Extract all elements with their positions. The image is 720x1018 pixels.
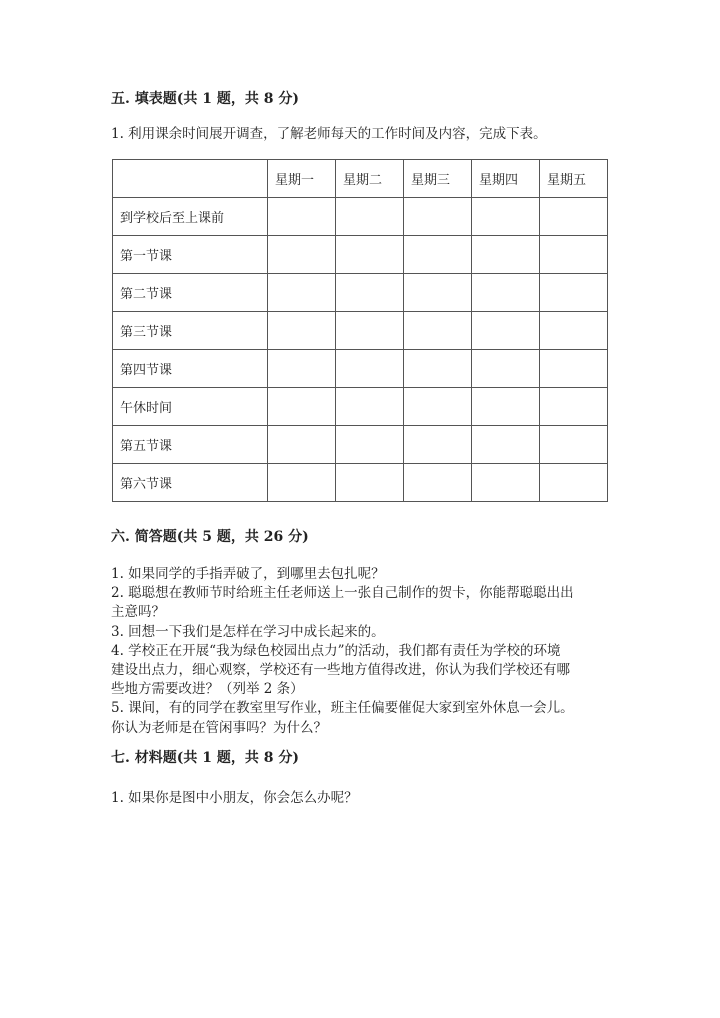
row-label: 第三节课	[113, 312, 268, 350]
row-label: 第一节课	[113, 236, 268, 274]
table-row	[113, 426, 608, 464]
blank-cell[interactable]	[404, 350, 472, 388]
table-row	[113, 198, 608, 236]
blank-cell[interactable]	[540, 198, 608, 236]
blank-cell[interactable]	[404, 274, 472, 312]
table-header-cell: 星期五	[540, 160, 608, 198]
question-line: 3. 回想一下我们是怎样在学习中成长起来的。	[111, 623, 385, 640]
section-7-question: 1. 如果你是图中小朋友，你会怎么办呢？	[111, 790, 358, 806]
question-line: 2. 聪聪想在教师节时给班主任老师送上一张自己制作的贺卡，你能帮聪聪出出	[111, 585, 574, 602]
blank-cell[interactable]	[404, 464, 472, 502]
table-row	[113, 350, 608, 388]
question-line: 你认为老师是在管闲事吗？为什么？	[111, 719, 327, 736]
question-line: 4. 学校正在开展“我为绿色校园出点力”的活动，我们都有责任为学校的环境	[111, 642, 561, 659]
table-row	[113, 312, 608, 350]
blank-cell[interactable]	[268, 312, 336, 350]
blank-cell[interactable]	[472, 274, 540, 312]
question-line: 建设出点力，细心观察，学校还有一些地方值得改进，你认为我们学校还有哪	[111, 662, 570, 678]
question-line: 些地方需要改进？（列举 2 条）	[111, 681, 304, 698]
row-label: 第四节课	[113, 350, 268, 388]
blank-cell[interactable]	[472, 388, 540, 426]
blank-cell[interactable]	[404, 236, 472, 274]
blank-cell[interactable]	[336, 236, 404, 274]
table-header-cell	[113, 160, 268, 198]
table-row	[113, 464, 608, 502]
blank-cell[interactable]	[268, 274, 336, 312]
table-header-cell: 星期三	[404, 160, 472, 198]
blank-cell[interactable]	[540, 274, 608, 312]
row-label: 午休时间	[113, 388, 268, 426]
blank-cell[interactable]	[336, 388, 404, 426]
blank-cell[interactable]	[404, 312, 472, 350]
blank-cell[interactable]	[404, 388, 472, 426]
blank-cell[interactable]	[540, 236, 608, 274]
blank-cell[interactable]	[336, 350, 404, 388]
table-row	[113, 388, 608, 426]
teacher-schedule-table	[112, 159, 608, 502]
blank-cell[interactable]	[268, 350, 336, 388]
blank-cell[interactable]	[268, 236, 336, 274]
blank-cell[interactable]	[540, 464, 608, 502]
question-line: 主意吗？	[111, 604, 165, 621]
row-label: 第六节课	[113, 464, 268, 502]
blank-cell[interactable]	[268, 426, 336, 464]
table-header-cell: 星期二	[336, 160, 404, 198]
question-line: 1. 如果同学的手指弄破了，到哪里去包扎呢？	[111, 566, 385, 582]
blank-cell[interactable]	[540, 426, 608, 464]
blank-cell[interactable]	[472, 426, 540, 464]
blank-cell[interactable]	[336, 464, 404, 502]
blank-cell[interactable]	[404, 426, 472, 464]
blank-cell[interactable]	[268, 388, 336, 426]
blank-cell[interactable]	[540, 312, 608, 350]
blank-cell[interactable]	[472, 464, 540, 502]
question-line: 5. 课间，有的同学在教室里写作业，班主任偏要催促大家到室外休息一会儿。	[111, 700, 574, 717]
blank-cell[interactable]	[336, 426, 404, 464]
blank-cell[interactable]	[336, 274, 404, 312]
section-6-title: 六. 简答题(共 5 题，共 26 分)	[111, 529, 309, 545]
section-7-title: 七. 材料题(共 1 题，共 8 分)	[111, 750, 299, 766]
table-row	[113, 236, 608, 274]
blank-cell[interactable]	[540, 350, 608, 388]
blank-cell[interactable]	[472, 350, 540, 388]
section-5-title: 五. 填表题(共 1 题，共 8 分)	[111, 91, 299, 107]
section-5-question: 1. 利用课余时间展开调查，了解老师每天的工作时间及内容，完成下表。	[111, 126, 547, 142]
blank-cell[interactable]	[472, 312, 540, 350]
blank-cell[interactable]	[268, 464, 336, 502]
table-header-cell: 星期一	[268, 160, 336, 198]
table-row	[113, 274, 608, 312]
blank-cell[interactable]	[404, 198, 472, 236]
table-header-cell: 星期四	[472, 160, 540, 198]
blank-cell[interactable]	[336, 198, 404, 236]
table-header-row	[113, 160, 608, 198]
blank-cell[interactable]	[540, 388, 608, 426]
row-label: 到学校后至上课前	[113, 198, 268, 236]
blank-cell[interactable]	[336, 312, 404, 350]
row-label: 第五节课	[113, 426, 268, 464]
blank-cell[interactable]	[472, 236, 540, 274]
row-label: 第二节课	[113, 274, 268, 312]
blank-cell[interactable]	[268, 198, 336, 236]
blank-cell[interactable]	[472, 198, 540, 236]
